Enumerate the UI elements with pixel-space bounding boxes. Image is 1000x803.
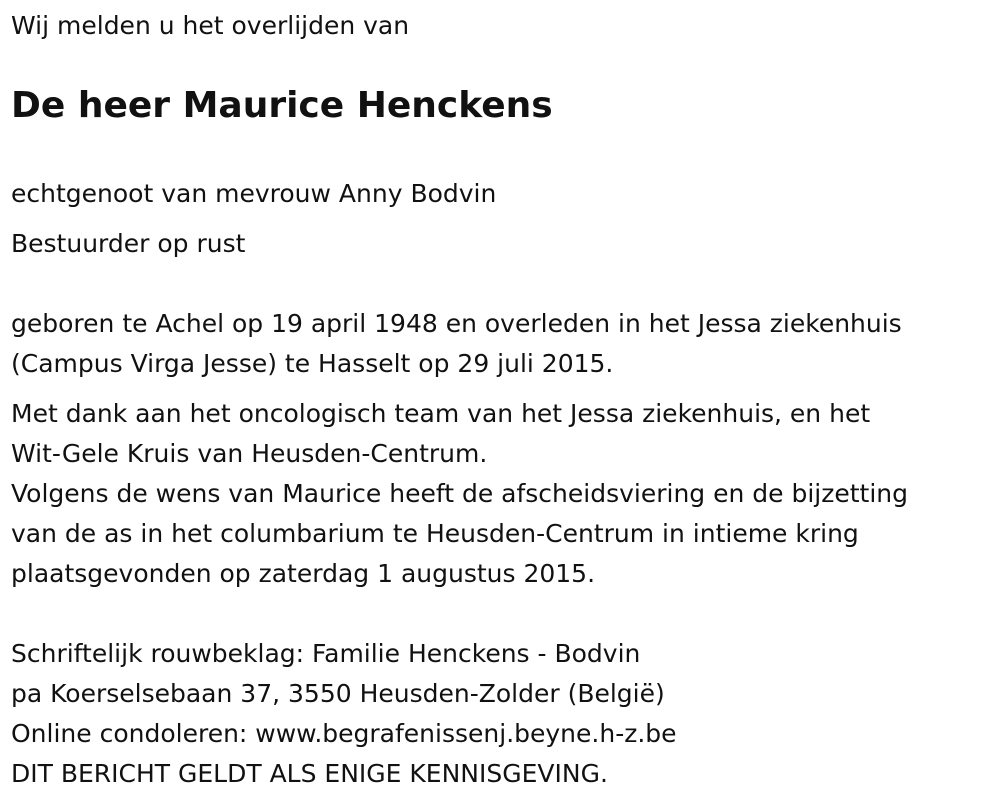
postal-address: pa Koerselsebaan 37, 3550 Heusden-Zolder (België) xyxy=(11,679,665,708)
thanks-line-1: Met dank aan het oncologisch team van het Jessa ziekenhuis, en het xyxy=(11,399,871,428)
spouse-text: echtgenoot van mevrouw Anny Bodvin xyxy=(11,179,497,208)
condolence-address-label: Schriftelijk rouwbeklag: Familie Henckens - Bodvin xyxy=(11,639,641,668)
notice-disclaimer: DIT BERICHT GELDT ALS ENIGE KENNISGEVING. xyxy=(11,759,608,788)
birth-death-paragraph xyxy=(11,304,902,384)
birth-line-1: geboren te Achel op 19 april 1948 en overleden in het Jessa ziekenhuis xyxy=(11,309,902,338)
thanks-line-2: Wit-Gele Kruis van Heusden-Centrum. xyxy=(11,439,488,468)
intro-text: Wij melden u het overlijden van xyxy=(11,11,410,40)
birth-line-2: (Campus Virga Jesse) te Hasselt op 29 juli 2015. xyxy=(11,349,614,378)
thanks-paragraph xyxy=(11,394,908,594)
profession-text: Bestuurder op rust xyxy=(11,229,246,258)
contact-paragraph xyxy=(11,634,677,794)
thanks-line-3: Volgens de wens van Maurice heeft de afscheidsviering en de bijzetting xyxy=(11,479,909,508)
online-condolence-link[interactable]: Online condoleren: www.begrafenissenj.beyne.h-z.be xyxy=(11,719,677,748)
deceased-name: De heer Maurice Henckens xyxy=(11,85,553,126)
thanks-line-5: plaatsgevonden op zaterdag 1 augustus 2015. xyxy=(11,559,596,588)
thanks-line-4: van de as in het columbarium te Heusden-Centrum in intieme kring xyxy=(11,519,859,548)
